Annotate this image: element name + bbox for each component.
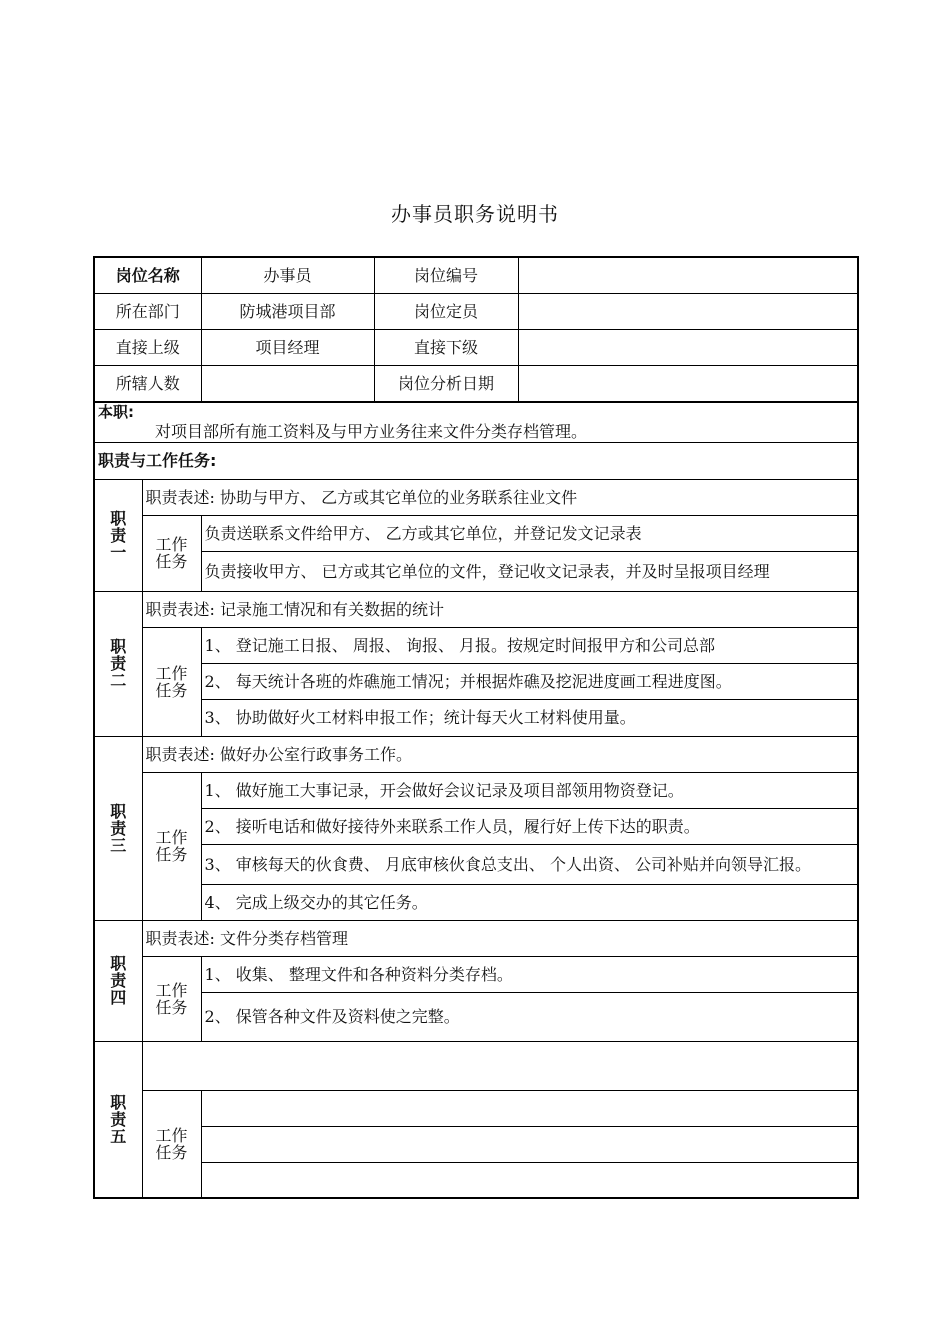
duty-description-row <box>94 736 858 772</box>
summary-cell <box>94 402 858 442</box>
duty-label-2: 职 责 二 <box>94 591 142 736</box>
basic-info-row <box>94 329 858 365</box>
superior-label: 直接上级 <box>94 329 201 365</box>
task-item: 负责送联系文件给甲方、 乙方或其它单位，并登记发文记录表 <box>201 515 858 551</box>
duties-header: 职责与工作任务: <box>94 442 858 479</box>
post-code-value <box>518 257 858 293</box>
task-row <box>94 663 858 699</box>
post-code-label: 岗位编号 <box>374 257 518 293</box>
duty-description <box>142 1041 858 1090</box>
managed-label: 所辖人数 <box>94 365 201 402</box>
post-name-value: 办事员 <box>201 257 374 293</box>
task-item: 4、 完成上级交办的其它任务。 <box>201 884 858 920</box>
duty-description: 职责表述: 做好办公室行政事务工作。 <box>142 736 858 772</box>
job-description-table <box>93 256 859 1199</box>
task-item: 1、 收集、 整理文件和各种资料分类存档。 <box>201 956 858 992</box>
duties-header-row <box>94 442 858 479</box>
task-row <box>94 992 858 1041</box>
basic-info-row <box>94 365 858 402</box>
task-row <box>94 627 858 663</box>
task-item: 2、 每天统计各班的炸礁施工情况；并根据炸礁及挖泥进度画工程进度图。 <box>201 663 858 699</box>
task-item: 3、 审核每天的伙食费、 月底审核伙食总支出、 个人出资、 公司补贴并向领导汇报。 <box>201 844 858 884</box>
summary-label: 本职: <box>98 403 134 422</box>
summary-row <box>94 402 858 442</box>
superior-value: 项目经理 <box>201 329 374 365</box>
task-row <box>94 844 858 884</box>
duty-description-row <box>94 591 858 627</box>
work-tasks-label: 工作 任务 <box>142 1090 201 1198</box>
headcount-value <box>518 293 858 329</box>
task-row <box>94 956 858 992</box>
analysis-date-value <box>518 365 858 402</box>
subordinate-label: 直接下级 <box>374 329 518 365</box>
task-item <box>201 1090 858 1126</box>
summary-text: 对项目部所有施工资料及与甲方业务往来文件分类存档管理。 <box>155 422 588 442</box>
task-row <box>94 884 858 920</box>
headcount-label: 岗位定员 <box>374 293 518 329</box>
department-label: 所在部门 <box>94 293 201 329</box>
department-value: 防城港项目部 <box>201 293 374 329</box>
task-row <box>94 772 858 808</box>
duty-description-row <box>94 479 858 515</box>
task-row <box>94 1126 858 1162</box>
duty-description: 职责表述: 文件分类存档管理 <box>142 920 858 956</box>
duty-label-3: 职 责 三 <box>94 736 142 920</box>
task-row <box>94 551 858 591</box>
task-row <box>94 1090 858 1126</box>
task-item: 2、 接听电话和做好接待外来联系工作人员，履行好上传下达的职责。 <box>201 808 858 844</box>
work-tasks-label: 工作 任务 <box>142 956 201 1041</box>
task-item: 2、 保管各种文件及资料使之完整。 <box>201 992 858 1041</box>
task-row <box>94 808 858 844</box>
basic-info-row <box>94 257 858 293</box>
subordinate-value <box>518 329 858 365</box>
task-item: 负责接收甲方、 已方或其它单位的文件，登记收文记录表，并及时呈报项目经理 <box>201 551 858 591</box>
task-row <box>94 1162 858 1198</box>
task-row <box>94 515 858 551</box>
task-item: 3、 协助做好火工材料申报工作；统计每天火工材料使用量。 <box>201 699 858 736</box>
work-tasks-label: 工作 任务 <box>142 627 201 736</box>
duty-description-row <box>94 1041 858 1090</box>
task-item: 1、 登记施工日报、 周报、 询报、 月报。按规定时间报甲方和公司总部 <box>201 627 858 663</box>
document-title: 办事员职务说明书 <box>391 202 559 226</box>
work-tasks-label: 工作 任务 <box>142 515 201 591</box>
basic-info-row <box>94 293 858 329</box>
task-item <box>201 1162 858 1198</box>
analysis-date-label: 岗位分析日期 <box>374 365 518 402</box>
duty-label-5: 职 责 五 <box>94 1041 142 1198</box>
managed-value <box>201 365 374 402</box>
work-tasks-label: 工作 任务 <box>142 772 201 920</box>
duty-label-4: 职 责 四 <box>94 920 142 1041</box>
duty-label-1: 职 责 一 <box>94 479 142 591</box>
duty-description: 职责表述: 协助与甲方、 乙方或其它单位的业务联系往业文件 <box>142 479 858 515</box>
task-item: 1、 做好施工大事记录，开会做好会议记录及项目部领用物资登记。 <box>201 772 858 808</box>
duty-description: 职责表述: 记录施工情况和有关数据的统计 <box>142 591 858 627</box>
duty-description-row <box>94 920 858 956</box>
task-row <box>94 699 858 736</box>
post-name-label: 岗位名称 <box>94 257 201 293</box>
task-item <box>201 1126 858 1162</box>
